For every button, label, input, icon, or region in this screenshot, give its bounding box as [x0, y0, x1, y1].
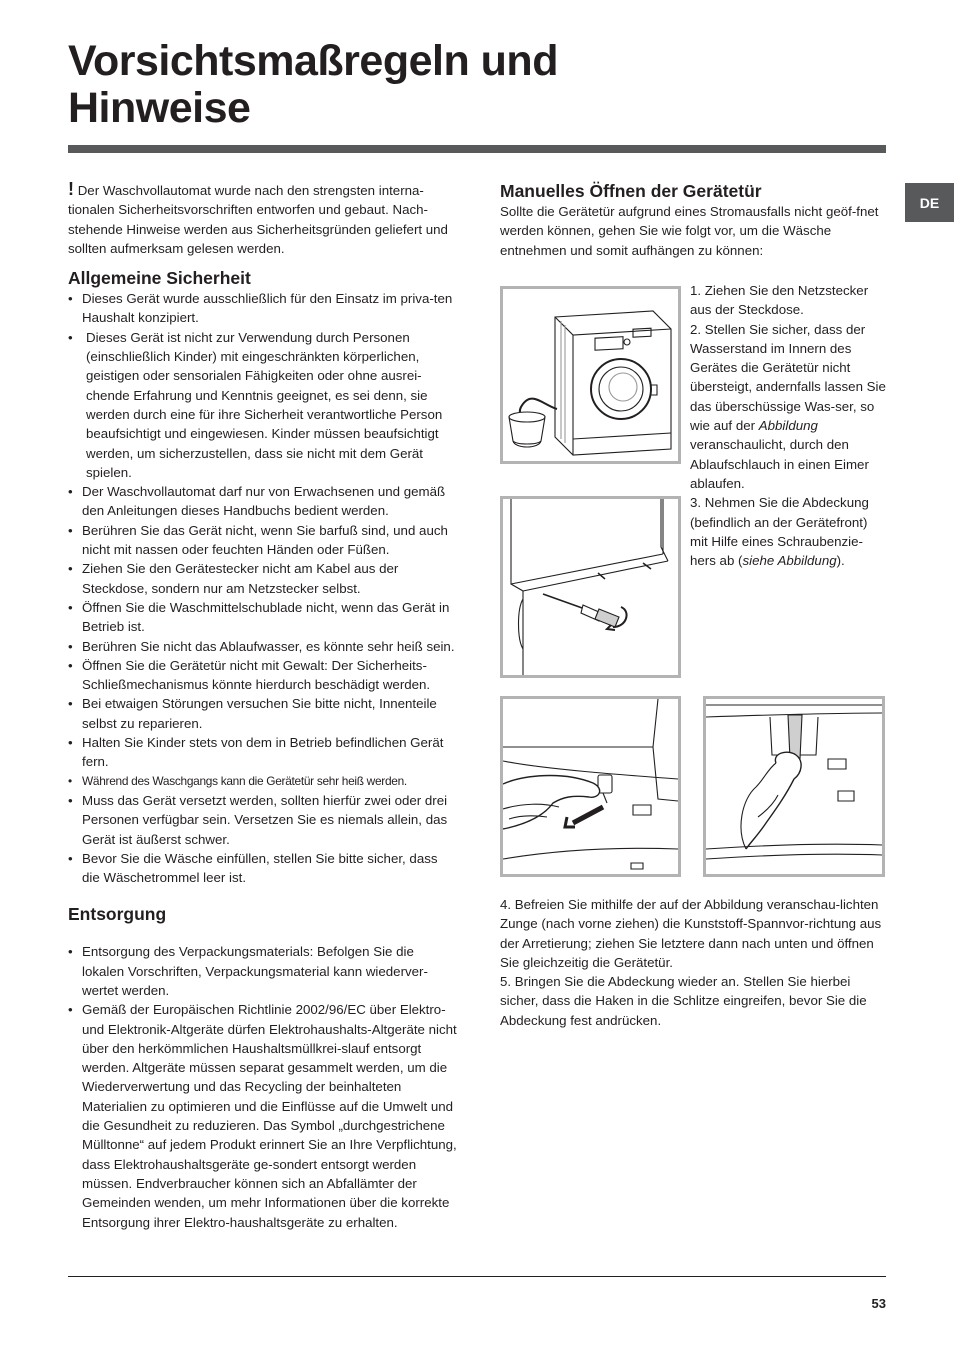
general-safety-heading: Allgemeine Sicherheit [68, 268, 251, 289]
intro-text: Der Waschvollautomat wurde nach den strengsten interna-tionalen Sicherheitsvorschriften entworfen und gebaut. Nach-stehende Hinweise werden aus Sicherheitsgründen geliefert und sollten aufmerksam gelesen werden. [68, 183, 448, 256]
list-item: • Während des Waschgangs kann die Gerätetür sehr heiß werden. [68, 772, 458, 791]
title-rule [68, 145, 886, 153]
manual-intro: Sollte die Gerätetür aufgrund eines Stromausfalls nicht geöf-fnet werden können, gehen Sie wie folgt vor, um die Wäsche entnehmen und somit aufhängen zu können: [500, 204, 879, 258]
right-column [500, 180, 886, 260]
list-item: • Bei etwaigen Störungen versuchen Sie bitte nicht, Innenteile selbst zu reparieren. [68, 694, 458, 733]
step-1: 1. Ziehen Sie den Netzstecker aus der Steckdose. [690, 283, 869, 318]
hand-pulling-tab-illustration [500, 696, 681, 877]
left-column [68, 180, 458, 1232]
general-safety-list [68, 289, 458, 887]
list-item: • Der Waschvollautomat darf nur von Erwachsenen und gemäß den Anleitungen dieses Handbuchs bedient werden. [68, 482, 458, 521]
list-item: • Muss das Gerät versetzt werden, sollten hierfür zwei oder drei Personen verfügbar sein. Versetzen Sie es niemals allein, das Gerät ist äußerst schwer. [68, 791, 458, 849]
title-line-1: Vorsichtsmaßregeln und [68, 37, 558, 85]
list-item: • Berühren Sie das Gerät nicht, wenn Sie barfuß sind, und auch nicht mit nassen oder feuchten Händen oder Füßen. [68, 521, 458, 560]
title-line-2: Hinweise [68, 84, 251, 132]
steps-bottom [500, 895, 886, 1030]
warning-mark: ! [68, 179, 74, 199]
step-5: 5. Bringen Sie die Abdeckung wieder an. Stellen Sie hierbei sicher, dass die Haken in die Schlitze eingreifen, bevor Sie die Abdeckung fest andrücken. [500, 974, 867, 1028]
washing-machine-drain-illustration [500, 286, 681, 464]
list-item: • Entsorgung des Verpackungsmaterials: Befolgen Sie die lokalen Vorschriften, Verpackungsmaterial kann wiederver-wertet werden. [68, 942, 458, 1000]
list-item: • Berühren Sie nicht das Ablaufwasser, es könnte sehr heiß sein. [68, 637, 458, 656]
hand-holding-tab-illustration [703, 696, 885, 877]
list-item: • Öffnen Sie die Waschmittelschublade nicht, wenn das Gerät in Betrieb ist. [68, 598, 458, 637]
disposal-list [68, 942, 458, 1231]
list-item: • Halten Sie Kinder stets von dem in Betrieb befindlichen Gerät fern. [68, 733, 458, 772]
page-title [68, 38, 768, 132]
step-4: 4. Befreien Sie mithilfe der auf der Abbildung veranschau-lichten Zunge (nach vorne ziehen) die Kunststoff-Spannvor-richtung aus der Arretierung; ziehen Sie letztere dann nach unten und öffnen Sie gleichzeitig die Gerätetür. [500, 897, 882, 970]
step-2: 2. Stellen Sie sicher, dass der Wasserstand im Innern des Gerätes die Gerätetür nicht übersteigt, andernfalls lassen Sie das überschüssige Was-ser, so wie auf der Abbildung veranschaulicht, durch den Ablaufschlauch in einen Eimer ablaufen. [690, 321, 886, 491]
list-item: • Gemäß der Europäischen Richtlinie 2002/96/EC über Elektro- und Elektronik-Altgeräte dürfen Elektrohaushalts-Altgeräte nicht über den herkömmlichen Haushaltsmüllkrei-slauf entsorgt werden. Altgeräte müssen separat gesammelt werden, um die Wiederverwertung und das Recycling der beinhalteten Materialien zu optimieren und die Einflüsse auf die Umwelt und die Gesundheit zu reduzieren. Das Symbol „durchgestrichene Mülltonne“ auf jedem Produkt erinnert Sie an Ihre Verpflichtung, dass Elektrohaushaltsgeräte ge-sondert entsorgt werden müssen. Endverbraucher können sich an Abfallämter der Gemeinden wenden, um mehr Informationen über die korrekte Entsorgung ihrer Elektro-haushaltsgeräte zu erhalten. [68, 1000, 458, 1232]
list-item: • Öffnen Sie die Gerätetür nicht mit Gewalt: Der Sicherheits-Schließmechanismus könnte hierdurch beschädigt werden. [68, 656, 458, 695]
language-tab: DE [905, 183, 954, 222]
steps-top [690, 281, 886, 570]
footer-rule [68, 1276, 886, 1277]
list-item: • Dieses Gerät ist nicht zur Verwendung durch Personen (einschließlich Kinder) mit eingeschränkten körperlichen, geistigen oder sensorialen Fähigkeiten oder ohne ausrei-chende Erfahrung und Kenntnis geeignet, es sei denn, sie werden durch eine für ihre Sicherheit verantwortliche Person beaufsichtigt und eingewiesen. Kinder müssen beaufsichtigt werden, um sicherzustellen, dass sie nicht mit dem Gerät spielen. [68, 328, 458, 482]
intro-paragraph [68, 180, 458, 258]
list-item: • Dieses Gerät wurde ausschließlich für den Einsatz im priva-ten Haushalt konzipiert. [68, 289, 458, 328]
screwdriver-cover-removal-illustration [500, 496, 681, 678]
step-3: 3. Nehmen Sie die Abdeckung (befindlich an der Gerätefront) mit Hilfe eines Schraubenzie-hers ab (siehe Abbildung). [690, 495, 869, 569]
list-item: • Bevor Sie die Wäsche einfüllen, stellen Sie bitte sicher, dass die Wäschetrommel leer ist. [68, 849, 458, 888]
page-number: 53 [871, 1296, 886, 1311]
manual-door-heading: Manuelles Öffnen der Gerätetür [500, 181, 762, 201]
disposal-heading: Entsorgung [68, 904, 167, 925]
list-item: • Ziehen Sie den Gerätestecker nicht am Kabel aus der Steckdose, sondern nur am Netzstecker selbst. [68, 559, 458, 598]
